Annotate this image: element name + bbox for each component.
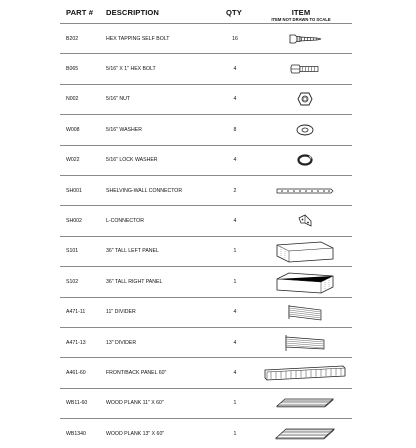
part-qty: 1 xyxy=(233,430,237,437)
part-qty: 4 xyxy=(233,339,237,346)
part-description: 13" DIVIDER xyxy=(106,339,137,346)
part-number: A471-11 xyxy=(66,309,86,316)
header-description: DESCRIPTION xyxy=(106,8,159,17)
part-description: 11" DIVIDER xyxy=(106,309,136,316)
part-description: WOOD PLANK 13" X 60" xyxy=(106,430,165,437)
hex-nut-icon xyxy=(262,86,348,112)
part-description: 5/16" NUT xyxy=(106,96,131,103)
wall-connector-icon xyxy=(262,178,348,204)
washer-icon xyxy=(262,117,348,143)
part-number: S102 xyxy=(66,278,79,285)
table-row xyxy=(60,84,352,114)
part-number: A471-13 xyxy=(66,339,86,346)
table-row xyxy=(60,53,352,83)
left-panel-icon xyxy=(262,238,348,264)
part-qty: 1 xyxy=(233,278,237,285)
part-description: 5/16" WASHER xyxy=(106,126,142,133)
part-qty: 1 xyxy=(233,400,237,407)
part-number: WB1340 xyxy=(66,430,86,437)
part-qty: 8 xyxy=(233,126,237,133)
part-description: 5/16" LOCK WASHER xyxy=(106,157,158,164)
header-part-number: PART # xyxy=(66,8,94,17)
part-number: SH001 xyxy=(66,187,82,194)
divider-13-icon xyxy=(262,330,348,356)
part-qty: 16 xyxy=(232,35,238,42)
table-row xyxy=(60,145,352,175)
table-row xyxy=(60,175,352,205)
wood-plank-13-icon xyxy=(262,421,348,447)
part-qty: 4 xyxy=(233,218,237,225)
right-panel-icon xyxy=(262,269,348,295)
hex-bolt-icon xyxy=(262,56,348,82)
divider-11-icon xyxy=(262,299,348,325)
table-row xyxy=(60,114,352,144)
part-number: W022 xyxy=(66,157,80,164)
header-item-note: ITEM NOT DRAWN TO SCALE xyxy=(271,17,331,22)
part-qty: 4 xyxy=(233,309,237,316)
part-description: 5/16" X 1" HEX BOLT xyxy=(106,66,156,73)
part-qty: 4 xyxy=(233,157,237,164)
part-qty: 4 xyxy=(233,369,237,376)
part-number: B065 xyxy=(66,66,79,73)
table-row xyxy=(60,357,352,387)
table-row xyxy=(60,327,352,357)
part-qty: 4 xyxy=(233,66,237,73)
tapping-screw-icon xyxy=(262,26,348,52)
table-row xyxy=(60,388,352,418)
part-qty: 4 xyxy=(233,96,237,103)
part-qty: 2 xyxy=(233,187,237,194)
part-description: SHELVING-WALL CONNECTOR xyxy=(106,187,183,194)
part-description: WOOD PLANK 11" X 60" xyxy=(106,400,164,407)
part-number: SH002 xyxy=(66,218,82,225)
table-row xyxy=(60,297,352,327)
table-row xyxy=(60,418,352,448)
lock-washer-icon xyxy=(262,147,348,173)
part-description: 36" TALL RIGHT PANEL xyxy=(106,278,163,285)
part-description: FRONT/BACK PANEL 60" xyxy=(106,369,167,376)
l-connector-icon xyxy=(262,208,348,234)
part-description: L-CONNECTOR xyxy=(106,218,144,225)
part-number: B202 xyxy=(66,35,79,42)
part-number: W008 xyxy=(66,126,80,133)
part-description: 36" TALL LEFT PANEL xyxy=(106,248,159,255)
table-row xyxy=(60,205,352,235)
part-number: WB11-60 xyxy=(66,400,88,407)
table-row xyxy=(60,266,352,296)
front-back-panel-icon xyxy=(262,360,348,386)
table-row xyxy=(60,236,352,266)
part-number: N002 xyxy=(66,96,79,103)
part-number: S101 xyxy=(66,248,79,255)
wood-plank-11-icon xyxy=(262,390,348,416)
part-qty: 1 xyxy=(233,248,237,255)
header-qty: QTY xyxy=(226,8,242,17)
part-number: A461-60 xyxy=(66,369,86,376)
table-row xyxy=(60,23,352,53)
parts-table xyxy=(60,23,352,448)
part-description: HEX TAPPING SELF BOLT xyxy=(106,35,170,42)
header-item: ITEM xyxy=(291,8,311,17)
